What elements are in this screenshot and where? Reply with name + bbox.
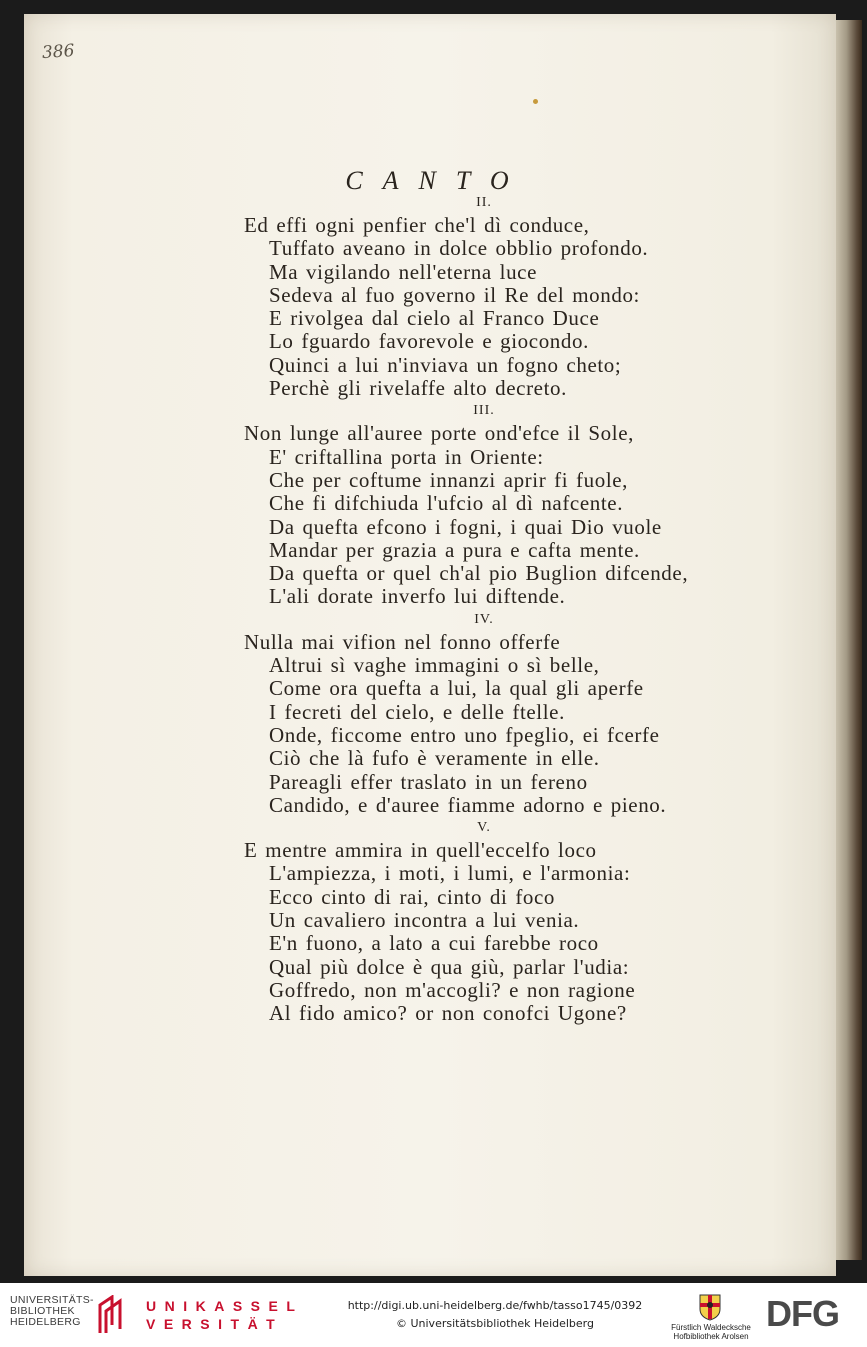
stanza-number: III. <box>473 403 495 419</box>
verse-line: E' criftallina porta in Oriente: <box>269 444 544 469</box>
verse-line: E'n fuono, a lato a cui farebbe roco <box>269 931 599 956</box>
arolsen-library-label <box>664 1323 758 1341</box>
verse-line: Da quefta or quel ch'al pio Buglion difcende, <box>269 561 689 586</box>
copyright-notice: © Universitätsbibliothek Heidelberg <box>395 1317 594 1330</box>
verse-line: Altrui sì vaghe immagini o sì belle, <box>269 653 600 678</box>
verse-line: Qual più dolce è qua giù, parlar l'udia: <box>269 954 630 979</box>
arolsen-line: Fürstlich Waldecksche <box>671 1323 751 1332</box>
verse-line: L'ali dorate inverfo lui diftende. <box>269 584 566 609</box>
verse-line: Ed effi ogni penfier che'l dì conduce, <box>244 213 590 237</box>
verse-line: Ma vigilando nell'eterna luce <box>269 259 538 284</box>
canto-title: CANTO <box>345 166 529 195</box>
ink-spot <box>533 99 538 104</box>
stanza-number: II. <box>476 195 492 210</box>
verse-line: Non lunge all'auree porte ond'efce il Sole, <box>244 421 634 446</box>
kassel-bottom-line <box>146 1315 303 1333</box>
logo-line: BIBLIOTHEK <box>10 1305 75 1317</box>
verse-line: Come ora quefta a lui, la qual gli aperfe <box>269 676 644 701</box>
verse-line: Sedeva al fuo governo il Re del mondo: <box>269 282 640 307</box>
verse-line: Mandar per grazia a pura e cafta mente. <box>269 537 640 562</box>
verse-line: Candido, e d'auree fiamme adorno e pieno. <box>269 792 667 817</box>
stanza-number: IV. <box>474 611 494 627</box>
verse-line: Che per coftume innanzi aprir fi fuole, <box>269 467 629 492</box>
kassel-top-text: UNIKASSEL <box>146 1298 304 1314</box>
book-page <box>24 14 836 1276</box>
verse-line: Pareagli effer traslato in un fereno <box>269 769 588 794</box>
verse-line: Da quefta efcono i fogni, i quai Dio vuole <box>269 514 662 539</box>
poem <box>244 192 804 1026</box>
kassel-bottom-text: VERSITÄT <box>146 1316 284 1332</box>
heidelberg-library-logo[interactable] <box>10 1295 94 1328</box>
verse-line: Tuffato aveano in dolce obblio profondo. <box>269 236 649 261</box>
verse-line: Perchè gli rivelaffe alto decreto. <box>269 376 567 401</box>
logo-line: HEIDELBERG <box>10 1316 81 1328</box>
heidelberg-mark-icon <box>96 1295 126 1335</box>
verse-line: E rivolgea dal cielo al Franco Duce <box>269 306 600 331</box>
verse-line: Nulla mai vifion nel fonno offerfe <box>244 629 561 654</box>
stanza-number: V. <box>477 820 491 836</box>
book-page-edge <box>836 20 862 1260</box>
verse-line: I fecreti del cielo, e delle ftelle. <box>269 699 565 724</box>
logo-line: UNIVERSITÄTS- <box>10 1294 94 1306</box>
verse-line: E mentre ammira in quell'eccelfo loco <box>244 838 597 863</box>
kassel-university-logo[interactable] <box>146 1297 303 1333</box>
arolsen-line: Hofbibliothek Arolsen <box>673 1332 749 1341</box>
verse-line: Al fido amico? or non conofci Ugone? <box>269 1001 627 1026</box>
verse-line: L'ampiezza, i moti, i lumi, e l'armonia: <box>269 861 631 886</box>
verse-line: Che fi difchiuda l'ufcio al dì nafcente. <box>269 491 624 516</box>
verse-line: Goffredo, non m'accogli? e non ragione <box>269 977 636 1002</box>
footer-bar <box>0 1283 867 1347</box>
verse-line: Ciò che là fufo è veramente in elle. <box>269 746 600 771</box>
verse-line: Quinci a lui n'inviava un fogno cheto; <box>269 352 622 377</box>
verse-line: Onde, ficcome entro uno fpeglio, ei fcerfe <box>269 722 660 747</box>
page-number: 386 <box>41 40 76 64</box>
arolsen-crest-icon <box>698 1291 722 1321</box>
kassel-top-line <box>146 1297 303 1315</box>
permalink-url[interactable]: http://digi.ub.uni-heidelberg.de/fwhb/tasso1745/0392 <box>347 1299 643 1312</box>
dfg-logo[interactable]: DFG <box>766 1293 839 1334</box>
verse-line: Un cavaliero incontra a lui venia. <box>269 908 580 933</box>
verse-line: Lo fguardo favorevole e giocondo. <box>269 329 589 354</box>
verse-line: Ecco cinto di rai, cinto di foco <box>269 884 556 909</box>
